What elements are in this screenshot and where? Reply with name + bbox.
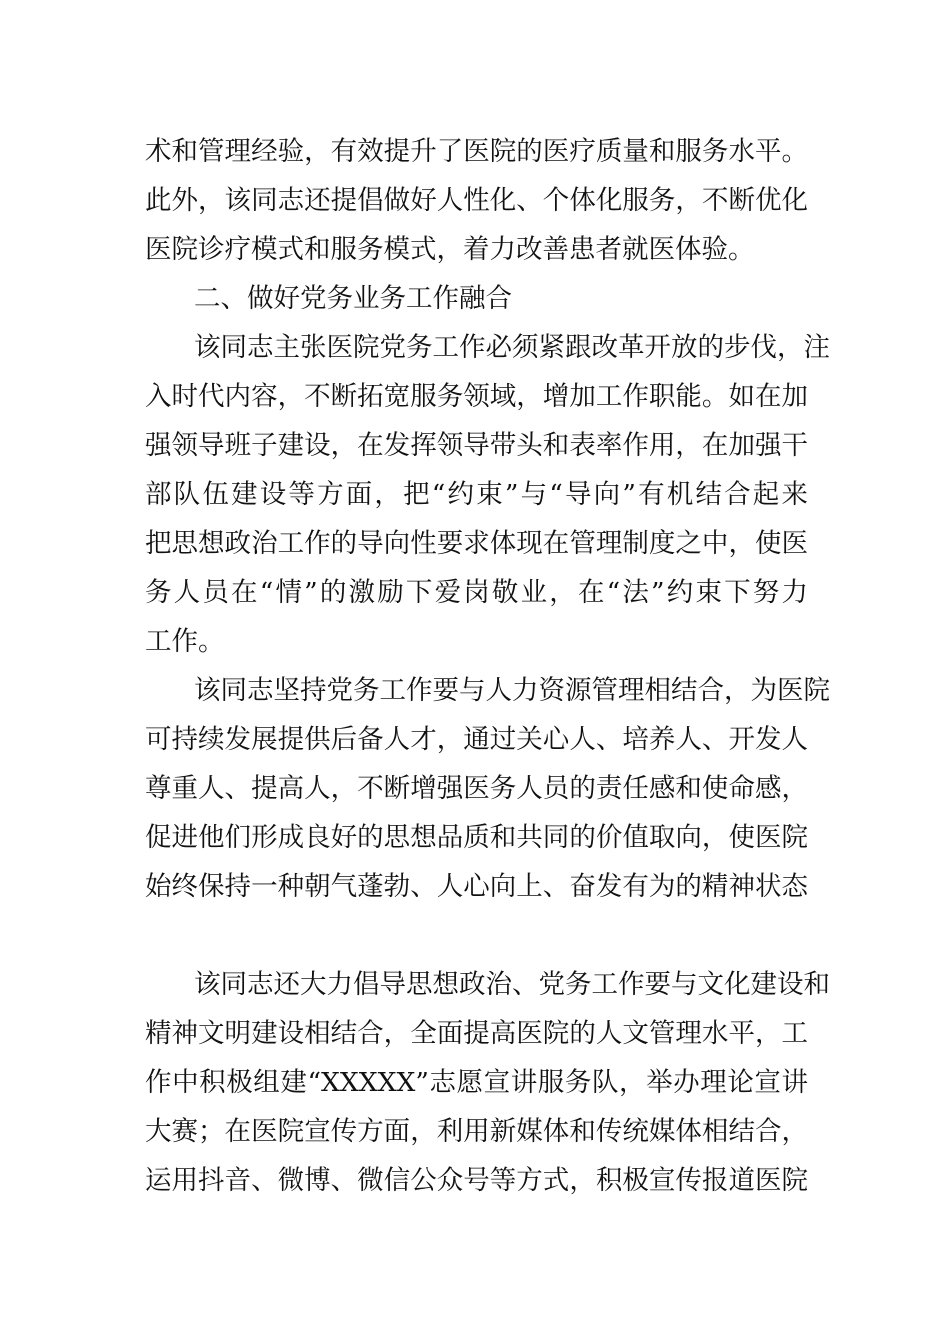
paragraph-line: 运用抖音、微博、微信公众号等方式，积极宣传报道医院 xyxy=(145,1165,808,1196)
paragraph-line: 尊重人、提高人，不断增强医务人员的责任感和使命感， xyxy=(145,773,808,804)
paragraph-line: 该同志主张医院党务工作必须紧跟改革开放的步伐，注 xyxy=(194,332,830,363)
paragraph-line: 医院诊疗模式和服务模式，着力改善患者就医体验。 xyxy=(145,234,755,265)
paragraph-2 xyxy=(145,323,830,666)
paragraph-line: 精神文明建设相结合，全面提高医院的人文管理水平，工 xyxy=(145,1018,808,1049)
paragraph-3 xyxy=(145,666,830,911)
paragraph-1 xyxy=(145,127,808,274)
paragraph-line: 始终保持一种朝气蓬勃、人心向上、奋发有为的精神状态 xyxy=(145,871,808,902)
section-heading: 二、做好党务业务工作融合 xyxy=(194,283,512,314)
paragraph-line: 术和管理经验，有效提升了医院的医疗质量和服务水平。 xyxy=(145,136,808,167)
paragraph-line: 此外，该同志还提倡做好人性化、个体化服务，不断优化 xyxy=(145,185,808,216)
paragraph-line: 大赛；在医院宣传方面，利用新媒体和传统媒体相结合， xyxy=(145,1116,808,1147)
paragraph-line: 部队伍建设等方面，把“约束”与“导向”有机结合起来 xyxy=(145,479,808,510)
paragraph-spacer xyxy=(145,911,808,960)
paragraph-line: 务人员在“情”的激励下爱岗敬业，在“法”约束下努力 xyxy=(145,577,808,608)
paragraph-4 xyxy=(145,960,830,1205)
paragraph-line: 该同志坚持党务工作要与人力资源管理相结合，为医院 xyxy=(194,675,830,706)
paragraph-line: 工作。 xyxy=(145,626,225,657)
paragraph-line: 把思想政治工作的导向性要求体现在管理制度之中，使医 xyxy=(145,528,808,559)
paragraph-line: 可持续发展提供后备人才，通过关心人、培养人、开发人 xyxy=(145,724,808,755)
paragraph-line: 该同志还大力倡导思想政治、党务工作要与文化建设和 xyxy=(194,969,830,1000)
paragraph-line: 作中积极组建“XXXXX”志愿宣讲服务队，举办理论宣讲 xyxy=(145,1067,808,1098)
paragraph-line: 强领导班子建设，在发挥领导带头和表率作用，在加强干 xyxy=(145,430,808,461)
paragraph-line: 入时代内容，不断拓宽服务领域，增加工作职能。如在加 xyxy=(145,381,808,412)
paragraph-line: 促进他们形成良好的思想品质和共同的价值取向，使医院 xyxy=(145,822,808,853)
document-page xyxy=(145,127,830,1205)
